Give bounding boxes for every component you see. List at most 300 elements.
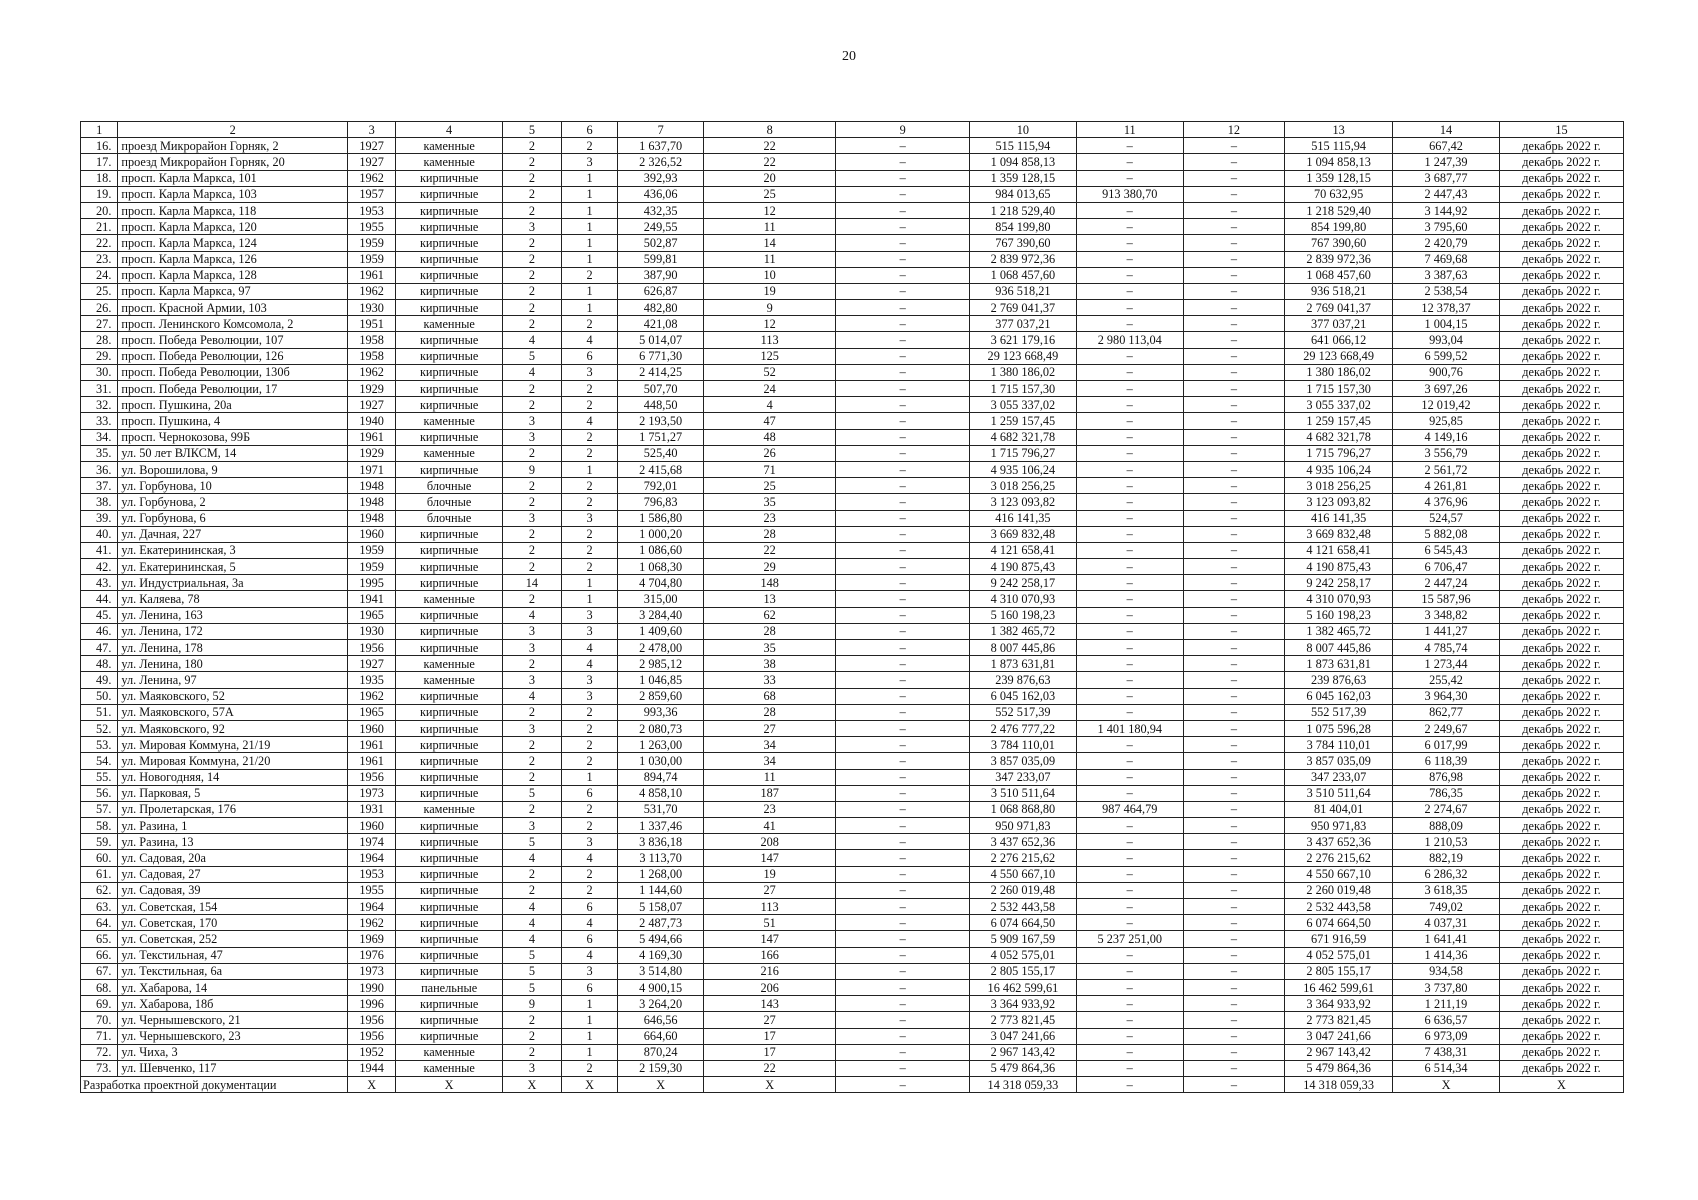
table-cell: 2 260 019,48 xyxy=(969,882,1076,898)
column-number-cell: 5 xyxy=(503,122,562,138)
table-cell: 950 971,83 xyxy=(1285,818,1393,834)
table-cell: 125 xyxy=(703,348,836,364)
table-cell: – xyxy=(1183,364,1285,380)
table-cell: 3 018 256,25 xyxy=(1285,478,1393,494)
table-cell: 2 xyxy=(503,494,562,510)
table-cell: – xyxy=(1183,1044,1285,1060)
table-cell: 2 xyxy=(503,478,562,494)
table-cell: кирпичные xyxy=(396,348,503,364)
table-body xyxy=(81,122,1624,1093)
table-cell: 3 964,30 xyxy=(1393,688,1500,704)
table-cell: 1971 xyxy=(348,461,396,477)
table-cell: 2 xyxy=(561,866,618,882)
table-cell: 3 857 035,09 xyxy=(969,753,1076,769)
table-cell: 2 xyxy=(561,138,618,154)
address-cell: ул. Екатерининская, 3 xyxy=(118,542,348,558)
table-cell: – xyxy=(1183,623,1285,639)
table-cell: – xyxy=(1183,461,1285,477)
table-cell: 14 xyxy=(703,235,836,251)
footer-cell: Х xyxy=(1393,1077,1500,1093)
table-cell: – xyxy=(836,267,970,283)
table-cell: 3 055 337,02 xyxy=(1285,397,1393,413)
table-cell: декабрь 2022 г. xyxy=(1499,138,1623,154)
table-cell: каменные xyxy=(396,413,503,429)
table-cell: 1995 xyxy=(348,575,396,591)
table-cell: – xyxy=(1076,494,1183,510)
table-cell: 599,81 xyxy=(618,251,703,267)
table-cell: кирпичные xyxy=(396,429,503,445)
table-cell: – xyxy=(1183,1060,1285,1076)
address-cell: просп. Победа Революции, 126 xyxy=(118,348,348,364)
table-cell: 854 199,80 xyxy=(1285,219,1393,235)
row-number-cell: 16. xyxy=(81,138,118,154)
table-cell: – xyxy=(836,834,970,850)
table-cell: декабрь 2022 г. xyxy=(1499,947,1623,963)
table-row xyxy=(81,850,1624,866)
table-cell: – xyxy=(836,461,970,477)
table-row xyxy=(81,915,1624,931)
table-cell: декабрь 2022 г. xyxy=(1499,1044,1623,1060)
table-cell: 2 xyxy=(503,1044,562,1060)
table-row xyxy=(81,1028,1624,1044)
table-cell: 11 xyxy=(703,769,836,785)
table-cell: 27 xyxy=(703,720,836,736)
table-cell: 5 160 198,23 xyxy=(969,607,1076,623)
table-cell: 2 xyxy=(561,429,618,445)
column-number-cell: 8 xyxy=(703,122,836,138)
footer-cell: 14 318 059,33 xyxy=(969,1077,1076,1093)
table-cell: – xyxy=(836,478,970,494)
table-cell: – xyxy=(836,801,970,817)
table-cell: 6 074 664,50 xyxy=(969,915,1076,931)
table-cell: 2 839 972,36 xyxy=(969,251,1076,267)
table-cell: 1 xyxy=(561,1044,618,1060)
table-cell: 767 390,60 xyxy=(1285,235,1393,251)
table-cell: декабрь 2022 г. xyxy=(1499,688,1623,704)
column-number-cell: 6 xyxy=(561,122,618,138)
table-cell: 3 xyxy=(503,510,562,526)
table-cell: 3 xyxy=(503,720,562,736)
table-cell: 2 xyxy=(561,478,618,494)
table-cell: 4 682 321,78 xyxy=(1285,429,1393,445)
table-cell: 2 980 113,04 xyxy=(1076,332,1183,348)
table-cell: 3 387,63 xyxy=(1393,267,1500,283)
table-cell: – xyxy=(1183,720,1285,736)
table-cell: 2 xyxy=(503,559,562,575)
table-cell: – xyxy=(836,429,970,445)
table-cell: 3 144,92 xyxy=(1393,202,1500,218)
table-row xyxy=(81,478,1624,494)
table-cell: кирпичные xyxy=(396,251,503,267)
table-cell: 4 xyxy=(561,915,618,931)
table-row xyxy=(81,510,1624,526)
table-cell: кирпичные xyxy=(396,283,503,299)
table-cell: 1 401 180,94 xyxy=(1076,720,1183,736)
table-cell: – xyxy=(836,640,970,656)
table-cell: – xyxy=(1183,478,1285,494)
table-cell: 1960 xyxy=(348,526,396,542)
table-row xyxy=(81,575,1624,591)
table-cell: 6 074 664,50 xyxy=(1285,915,1393,931)
table-row xyxy=(81,186,1624,202)
table-cell: 3 xyxy=(561,834,618,850)
footer-cell: Х xyxy=(396,1077,503,1093)
table-cell: 416 141,35 xyxy=(969,510,1076,526)
table-cell: – xyxy=(1076,1028,1183,1044)
table-cell: 3 047 241,66 xyxy=(969,1028,1076,1044)
table-row xyxy=(81,769,1624,785)
table-cell: – xyxy=(1076,364,1183,380)
footer-cell: – xyxy=(1183,1077,1285,1093)
table-cell: – xyxy=(836,591,970,607)
table-row xyxy=(81,818,1624,834)
table-cell: 984 013,65 xyxy=(969,186,1076,202)
table-cell: – xyxy=(836,526,970,542)
table-cell: 387,90 xyxy=(618,267,703,283)
address-cell: ул. 50 лет ВЛКСМ, 14 xyxy=(118,445,348,461)
table-cell: 1927 xyxy=(348,656,396,672)
table-cell: декабрь 2022 г. xyxy=(1499,429,1623,445)
table-cell: 667,42 xyxy=(1393,138,1500,154)
table-cell: кирпичные xyxy=(396,526,503,542)
table-cell: – xyxy=(1076,1044,1183,1060)
table-cell: кирпичные xyxy=(396,542,503,558)
table-cell: 1 xyxy=(561,202,618,218)
table-cell: 1930 xyxy=(348,300,396,316)
table-cell: – xyxy=(1076,429,1183,445)
table-cell: 4 190 875,43 xyxy=(1285,559,1393,575)
table-cell: декабрь 2022 г. xyxy=(1499,219,1623,235)
row-number-cell: 31. xyxy=(81,381,118,397)
table-cell: кирпичные xyxy=(396,202,503,218)
table-cell: 1927 xyxy=(348,138,396,154)
table-cell: 27 xyxy=(703,882,836,898)
address-cell: ул. Ленина, 178 xyxy=(118,640,348,656)
table-cell: – xyxy=(1183,947,1285,963)
table-cell: 2 532 443,58 xyxy=(1285,899,1393,915)
table-cell: 71 xyxy=(703,461,836,477)
table-cell: 5 xyxy=(503,947,562,963)
table-cell: 22 xyxy=(703,542,836,558)
table-cell: 4 xyxy=(561,947,618,963)
table-cell: – xyxy=(1076,154,1183,170)
table-cell: 1 xyxy=(561,283,618,299)
table-cell: 4 785,74 xyxy=(1393,640,1500,656)
table-cell: декабрь 2022 г. xyxy=(1499,591,1623,607)
table-cell: 1 382 465,72 xyxy=(1285,623,1393,639)
table-cell: 19 xyxy=(703,866,836,882)
table-cell: 25 xyxy=(703,186,836,202)
table-cell: 1973 xyxy=(348,963,396,979)
table-cell: 1940 xyxy=(348,413,396,429)
table-cell: 1959 xyxy=(348,235,396,251)
table-cell: 3 018 256,25 xyxy=(969,478,1076,494)
table-cell: – xyxy=(836,1044,970,1060)
column-number-cell: 1 xyxy=(81,122,118,138)
table-row xyxy=(81,397,1624,413)
table-cell: 29 123 668,49 xyxy=(1285,348,1393,364)
table-cell: 2 805 155,17 xyxy=(1285,963,1393,979)
table-cell: – xyxy=(836,623,970,639)
table-cell: 2 xyxy=(503,1012,562,1028)
table-cell: 315,00 xyxy=(618,591,703,607)
table-cell: – xyxy=(1183,753,1285,769)
table-cell: 1960 xyxy=(348,720,396,736)
footer-cell: Х xyxy=(561,1077,618,1093)
table-cell: 2 xyxy=(503,591,562,607)
table-cell: 6 973,09 xyxy=(1393,1028,1500,1044)
table-row xyxy=(81,316,1624,332)
address-cell: ул. Садовая, 27 xyxy=(118,866,348,882)
table-cell: каменные xyxy=(396,154,503,170)
table-cell: кирпичные xyxy=(396,332,503,348)
row-number-cell: 62. xyxy=(81,882,118,898)
table-cell: 9 xyxy=(703,300,836,316)
table-cell: 531,70 xyxy=(618,801,703,817)
table-cell: 5 479 864,36 xyxy=(969,1060,1076,1076)
table-cell: – xyxy=(836,397,970,413)
table-cell: 347 233,07 xyxy=(969,769,1076,785)
table-cell: 1961 xyxy=(348,737,396,753)
address-cell: ул. Горбунова, 10 xyxy=(118,478,348,494)
table-cell: 1976 xyxy=(348,947,396,963)
table-cell: – xyxy=(1076,996,1183,1012)
table-cell: 1930 xyxy=(348,623,396,639)
table-cell: 5 158,07 xyxy=(618,899,703,915)
table-cell: 11 xyxy=(703,219,836,235)
table-cell: 552 517,39 xyxy=(1285,704,1393,720)
table-cell: 3 737,80 xyxy=(1393,979,1500,995)
table-cell: 421,08 xyxy=(618,316,703,332)
table-cell: 796,83 xyxy=(618,494,703,510)
row-number-cell: 65. xyxy=(81,931,118,947)
table-cell: – xyxy=(836,737,970,753)
table-cell: – xyxy=(1183,672,1285,688)
table-cell: 1 751,27 xyxy=(618,429,703,445)
table-cell: – xyxy=(1183,300,1285,316)
table-cell: – xyxy=(836,947,970,963)
table-cell: 4 682 321,78 xyxy=(969,429,1076,445)
table-cell: – xyxy=(1076,882,1183,898)
table-cell: 3 618,35 xyxy=(1393,882,1500,898)
table-cell: 1955 xyxy=(348,219,396,235)
table-cell: 870,24 xyxy=(618,1044,703,1060)
table-cell: – xyxy=(1183,526,1285,542)
table-cell: кирпичные xyxy=(396,219,503,235)
table-cell: 26 xyxy=(703,445,836,461)
table-cell: 12 378,37 xyxy=(1393,300,1500,316)
table-cell: 4 190 875,43 xyxy=(969,559,1076,575)
table-cell: 249,55 xyxy=(618,219,703,235)
table-cell: декабрь 2022 г. xyxy=(1499,996,1623,1012)
table-cell: 347 233,07 xyxy=(1285,769,1393,785)
address-cell: просп. Карла Маркса, 124 xyxy=(118,235,348,251)
table-cell: 4 xyxy=(561,640,618,656)
housing-register-table xyxy=(80,121,1624,1093)
footer-cell: Х xyxy=(1499,1077,1623,1093)
table-cell: 4 xyxy=(503,915,562,931)
table-cell: – xyxy=(836,753,970,769)
table-cell: декабрь 2022 г. xyxy=(1499,834,1623,850)
table-cell: 2 276 215,62 xyxy=(1285,850,1393,866)
table-row xyxy=(81,979,1624,995)
address-cell: ул. Советская, 170 xyxy=(118,915,348,931)
table-row xyxy=(81,235,1624,251)
table-cell: 3 xyxy=(503,1060,562,1076)
table-cell: – xyxy=(1183,688,1285,704)
table-cell: 6 xyxy=(561,899,618,915)
table-cell: 3 xyxy=(561,607,618,623)
table-cell: 4 121 658,41 xyxy=(969,542,1076,558)
row-number-cell: 33. xyxy=(81,413,118,429)
table-cell: 2 xyxy=(503,445,562,461)
table-cell: 1962 xyxy=(348,915,396,931)
table-cell: 16 462 599,61 xyxy=(1285,979,1393,995)
table-cell: 2 080,73 xyxy=(618,720,703,736)
table-cell: декабрь 2022 г. xyxy=(1499,170,1623,186)
table-cell: – xyxy=(1076,170,1183,186)
table-cell: декабрь 2022 г. xyxy=(1499,348,1623,364)
table-cell: 4 550 667,10 xyxy=(1285,866,1393,882)
table-cell: 187 xyxy=(703,785,836,801)
table-cell: каменные xyxy=(396,801,503,817)
table-cell: 1996 xyxy=(348,996,396,1012)
table-cell: – xyxy=(1183,510,1285,526)
table-cell: – xyxy=(1183,899,1285,915)
table-cell: кирпичные xyxy=(396,753,503,769)
table-cell: – xyxy=(836,542,970,558)
table-row xyxy=(81,445,1624,461)
table-cell: каменные xyxy=(396,656,503,672)
row-number-cell: 46. xyxy=(81,623,118,639)
table-cell: 113 xyxy=(703,332,836,348)
table-cell: кирпичные xyxy=(396,963,503,979)
address-cell: просп. Чернокозова, 99Б xyxy=(118,429,348,445)
table-cell: 1 715 796,27 xyxy=(1285,445,1393,461)
table-cell: 1 273,44 xyxy=(1393,656,1500,672)
table-row xyxy=(81,542,1624,558)
table-cell: 2 xyxy=(561,704,618,720)
table-cell: 3 xyxy=(503,219,562,235)
table-cell: 147 xyxy=(703,850,836,866)
table-cell: – xyxy=(1183,397,1285,413)
table-cell: 6 636,57 xyxy=(1393,1012,1500,1028)
table-cell: 950 971,83 xyxy=(969,818,1076,834)
table-cell: декабрь 2022 г. xyxy=(1499,1028,1623,1044)
column-number-cell: 2 xyxy=(118,122,348,138)
table-cell: кирпичные xyxy=(396,364,503,380)
table-cell: 1 xyxy=(561,1012,618,1028)
table-cell: 5 494,66 xyxy=(618,931,703,947)
address-cell: просп. Пушкина, 20а xyxy=(118,397,348,413)
table-cell: 1 068,30 xyxy=(618,559,703,575)
table-cell: 2 839 972,36 xyxy=(1285,251,1393,267)
table-cell: кирпичные xyxy=(396,899,503,915)
table-cell: 38 xyxy=(703,656,836,672)
table-cell: 2 532 443,58 xyxy=(969,899,1076,915)
table-cell: 9 242 258,17 xyxy=(1285,575,1393,591)
table-row xyxy=(81,526,1624,542)
table-cell: 3 621 179,16 xyxy=(969,332,1076,348)
table-cell: 1951 xyxy=(348,316,396,332)
table-cell: 525,40 xyxy=(618,445,703,461)
table-cell: декабрь 2022 г. xyxy=(1499,445,1623,461)
row-number-cell: 69. xyxy=(81,996,118,1012)
table-cell: 3 xyxy=(561,510,618,526)
table-cell: 3 xyxy=(503,413,562,429)
table-cell: 1 068 868,80 xyxy=(969,801,1076,817)
row-number-cell: 29. xyxy=(81,348,118,364)
table-row xyxy=(81,607,1624,623)
table-cell: 1961 xyxy=(348,267,396,283)
table-cell: – xyxy=(1076,769,1183,785)
table-cell: 2 xyxy=(503,170,562,186)
table-cell: – xyxy=(1076,381,1183,397)
table-cell: 1965 xyxy=(348,704,396,720)
table-cell: 1 873 631,81 xyxy=(1285,656,1393,672)
address-cell: ул. Маяковского, 52 xyxy=(118,688,348,704)
table-cell: – xyxy=(1183,219,1285,235)
table-cell: 2 xyxy=(561,381,618,397)
table-cell: декабрь 2022 г. xyxy=(1499,623,1623,639)
table-cell: 34 xyxy=(703,753,836,769)
table-cell: 1962 xyxy=(348,283,396,299)
table-cell: – xyxy=(1183,251,1285,267)
table-cell: 1956 xyxy=(348,769,396,785)
table-cell: 33 xyxy=(703,672,836,688)
table-cell: 2 260 019,48 xyxy=(1285,882,1393,898)
column-number-cell: 3 xyxy=(348,122,396,138)
table-cell: кирпичные xyxy=(396,737,503,753)
table-cell: 51 xyxy=(703,915,836,931)
table-cell: 7 469,68 xyxy=(1393,251,1500,267)
table-cell: 1961 xyxy=(348,753,396,769)
table-cell: 1 586,80 xyxy=(618,510,703,526)
table-cell: – xyxy=(1076,688,1183,704)
table-cell: декабрь 2022 г. xyxy=(1499,364,1623,380)
table-cell: 664,60 xyxy=(618,1028,703,1044)
table-cell: 2 xyxy=(561,397,618,413)
table-cell: каменные xyxy=(396,672,503,688)
table-cell: 3 xyxy=(561,364,618,380)
table-cell: – xyxy=(836,850,970,866)
table-cell: 4 052 575,01 xyxy=(969,947,1076,963)
table-cell: – xyxy=(1183,882,1285,898)
table-row xyxy=(81,429,1624,445)
table-cell: декабрь 2022 г. xyxy=(1499,251,1623,267)
table-cell: декабрь 2022 г. xyxy=(1499,575,1623,591)
table-cell: 1 004,15 xyxy=(1393,316,1500,332)
table-cell: – xyxy=(1183,591,1285,607)
table-cell: 894,74 xyxy=(618,769,703,785)
footer-cell: 14 318 059,33 xyxy=(1285,1077,1393,1093)
table-row xyxy=(81,300,1624,316)
table-row xyxy=(81,737,1624,753)
table-cell: 27 xyxy=(703,1012,836,1028)
table-cell: 3 687,77 xyxy=(1393,170,1500,186)
table-cell: 1948 xyxy=(348,478,396,494)
address-cell: просп. Карла Маркса, 101 xyxy=(118,170,348,186)
table-cell: – xyxy=(1076,785,1183,801)
table-cell: – xyxy=(836,364,970,380)
table-cell: 1956 xyxy=(348,640,396,656)
table-cell: – xyxy=(836,785,970,801)
table-cell: – xyxy=(1183,186,1285,202)
table-cell: 4 xyxy=(503,850,562,866)
table-cell: 671 916,59 xyxy=(1285,931,1393,947)
address-cell: ул. Советская, 252 xyxy=(118,931,348,947)
table-cell: декабрь 2022 г. xyxy=(1499,850,1623,866)
